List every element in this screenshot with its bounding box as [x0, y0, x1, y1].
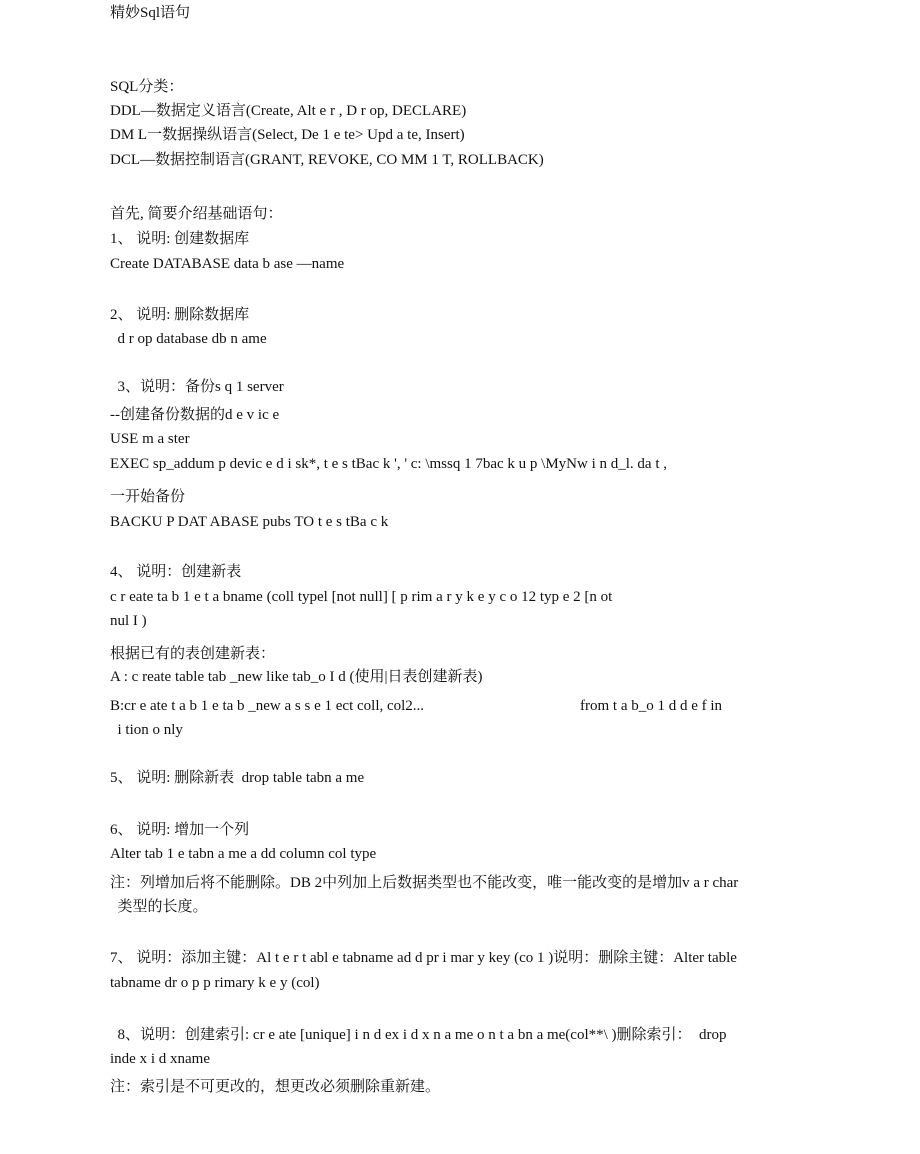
text-line: A : c reate table tab _new like tab_o I d (使用|日表创建新表) — [110, 669, 483, 685]
text-line: 根据已有的表创建新表： — [110, 646, 276, 662]
text-line: i tion o nly — [110, 722, 183, 738]
text-line: 注：索引是不可更改的，想更改必须删除重新建。 — [110, 1079, 441, 1095]
text-line: Create DATABASE data b ase —name — [110, 256, 345, 272]
text-line: Alter tab 1 e tabn a me a dd column col type — [110, 846, 377, 862]
text-line: 1、 说明: 创建数据库 — [110, 231, 250, 247]
text-line: c r eate ta b 1 e t a bname (coll typel [not null] [ p rim a r y k e y c o 12 typ e 2 [n ot — [110, 589, 613, 605]
text-line: inde x i d xname — [110, 1051, 210, 1067]
text-line: d r op database db n ame — [110, 331, 267, 347]
text-line: 5、 说明: 删除新表 drop table tabn a me — [110, 770, 365, 786]
text-line: nul I ) — [110, 613, 147, 629]
text-line: 注：列增加后将不能删除。DB 2中列加上后数据类型也不能改变，唯一能改变的是增加v a r char — [110, 875, 739, 891]
text-line: 一开始备份 — [110, 489, 186, 505]
text-line: DM L一数据操纵语言(Select, De 1 e te> Upd a te, Insert) — [110, 127, 465, 143]
text-line: USE m a ster — [110, 431, 190, 447]
text-line: 类型的长度。 — [110, 899, 208, 915]
text-line: B:cr e ate t a b 1 e ta b _new a s s e 1 ect coll, col2... — [110, 698, 425, 714]
document-title: 精妙Sql语句 — [110, 5, 191, 21]
text-line: DDL—数据定义语言(Create, Alt e r , D r op, DECLARE) — [110, 103, 467, 119]
text-line: DCL—数据控制语言(GRANT, REVOKE, CO MM 1 T, ROLLBACK) — [110, 152, 544, 168]
text-line: 首先, 简要介绍基础语句： — [110, 206, 283, 222]
text-line: from t a b_o 1 d d e f in — [580, 698, 723, 714]
text-line: 3、说明：备份s q 1 server — [110, 379, 284, 395]
text-line: 7、 说明：添加主键：Al t e r t abl e tabname ad d pr i mar y key (co 1 )说明：删除主键：Alter table — [110, 950, 737, 966]
text-line: EXEC sp_addum p devic e d i sk*, t e s tBac k ', ' c: \mssq 1 7bac k u p \MyNw i n d_l. da t , — [110, 456, 668, 472]
text-line: 6、 说明: 增加一个列 — [110, 822, 250, 838]
text-line: tabname dr o p p rimary k e y (col) — [110, 975, 320, 991]
text-line: 8、说明：创建索引: cr e ate [unique] i n d ex i d x n a me o n t a bn a me(col**\ )删除索引： drop — [110, 1027, 727, 1043]
text-line: SQL分类： — [110, 79, 184, 95]
text-line: BACKU P DAT ABASE pubs TO t e s tBa c k — [110, 514, 389, 530]
text-line: 4、 说明：创建新表 — [110, 564, 242, 580]
text-line: --创建备份数据的d e v ic e — [110, 407, 280, 423]
text-line: 2、 说明: 删除数据库 — [110, 307, 250, 323]
